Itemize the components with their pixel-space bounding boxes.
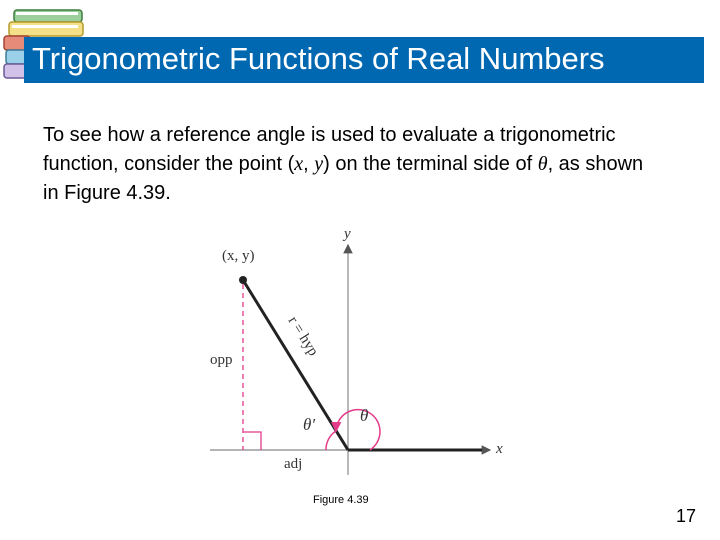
body-text-part2: ) on the terminal side of: [323, 153, 538, 175]
reference-angle-figure: [200, 220, 520, 480]
body-var-x: x: [294, 153, 304, 175]
figure-caption: Figure 4.39: [313, 494, 369, 506]
point-marker: [239, 276, 247, 284]
body-paragraph: [43, 121, 663, 208]
hyp-label: r = hyp: [284, 313, 322, 359]
body-theta: θ: [537, 153, 548, 175]
terminal-side-line: [243, 280, 348, 450]
opp-label: opp: [210, 352, 233, 368]
right-angle-marker: [243, 432, 261, 450]
theta-label: θ: [360, 406, 369, 425]
x-axis-label: x: [496, 441, 503, 457]
body-text-part1: To see how a reference angle is used to evaluate a trigonometric function, consider the point (: [43, 124, 616, 175]
slide-title: Trigonometric Functions of Real Numbers: [32, 41, 605, 76]
point-label: (x, y): [222, 248, 255, 264]
body-var-y: y: [314, 153, 324, 175]
adj-label: adj: [284, 456, 303, 472]
theta-prime-arc: [326, 431, 336, 450]
y-axis-label: y: [344, 226, 351, 242]
body-comma: ,: [303, 153, 315, 175]
page-number: 17: [676, 506, 697, 526]
theta-prime-label: θ′: [303, 415, 316, 434]
body-text-end: , as shown in Figure 4.39.: [43, 153, 644, 204]
